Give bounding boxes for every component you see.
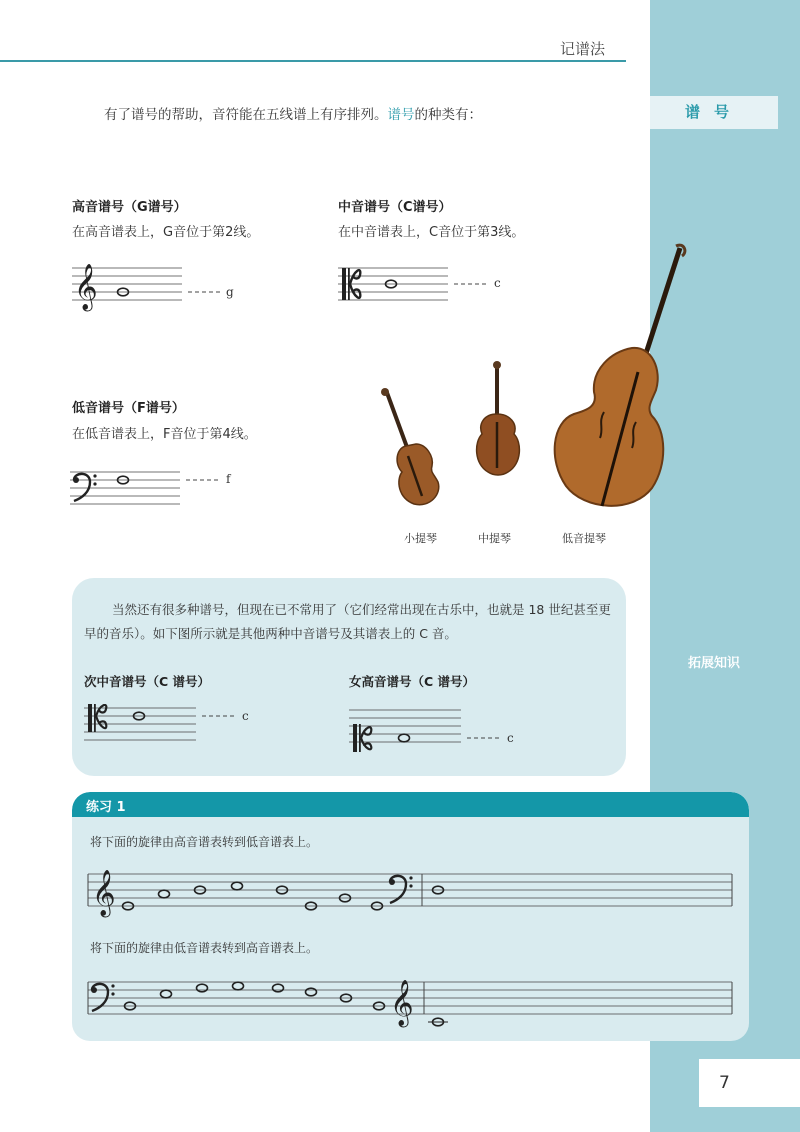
soprano-note-label: c — [507, 731, 514, 745]
bass-clef-title: 低音谱号（F谱号） — [72, 401, 185, 416]
soprano-clef-icon — [353, 724, 371, 752]
exercise-treble-clef-icon: 𝄞 — [92, 870, 116, 916]
exercise-bass-clef-icon-2 — [91, 984, 115, 1011]
exercise-title: 练习 1 — [86, 800, 126, 815]
treble-clef-title: 高音谱号（G谱号） — [72, 200, 187, 215]
exercise-staff-1 — [86, 862, 736, 922]
sidebar-tab-clef[interactable]: 谱号 — [650, 96, 778, 129]
exercise-instruction-2: 将下面的旋律由低音谱表转到高音谱表上。 — [90, 941, 319, 955]
soprano-staff — [347, 706, 527, 754]
exercise-treble-clef-icon-2: 𝄞 — [390, 980, 414, 1026]
soprano-clef-title: 女高音谱号（C 谱号） — [349, 674, 476, 689]
note-label-g: g — [226, 285, 234, 299]
treble-staff — [70, 260, 250, 312]
violin-icon — [376, 386, 448, 514]
bass-clef-desc: 在低音谱表上，F音位于第4线。 — [72, 427, 257, 442]
note-label-c: c — [494, 276, 501, 290]
bass-staff — [68, 468, 248, 508]
instrument-label-double-bass: 低音提琴 — [562, 532, 606, 545]
intro-paragraph — [104, 103, 482, 123]
instrument-label-violin: 小提琴 — [404, 532, 437, 545]
double-bass-icon — [548, 242, 692, 518]
exercise-instruction-1: 将下面的旋律由高音谱表转到低音谱表上。 — [90, 835, 319, 849]
tenor-staff — [82, 704, 262, 746]
intro-text-after: 的种类有： — [414, 107, 482, 123]
note-label-f: f — [226, 472, 231, 486]
header-rule — [0, 60, 626, 62]
tenor-clef-title: 次中音谱号（C 谱号） — [84, 674, 211, 689]
intro-highlight: 谱号 — [387, 107, 415, 123]
treble-clef-icon: 𝄞 — [74, 264, 98, 310]
sidebar-extension-label: 拓展知识 — [687, 656, 740, 671]
instrument-label-viola: 中提琴 — [478, 532, 511, 545]
alto-staff — [336, 262, 516, 308]
bass-clef-icon — [73, 474, 97, 501]
viola-icon — [468, 360, 528, 478]
page-number: 7 — [699, 1059, 800, 1107]
exercise-header — [72, 792, 749, 817]
soprano-note-c — [399, 734, 410, 742]
exercise-bass-clef-icon — [389, 876, 413, 903]
treble-clef-desc: 在高音谱表上，G音位于第2线。 — [72, 225, 260, 240]
alto-clef-desc: 在中音谱表上，C音位于第3线。 — [338, 225, 525, 240]
exercise-box — [72, 792, 749, 1041]
intro-text-before: 有了谱号的帮助，音符能在五线谱上有序排列。 — [104, 107, 388, 123]
tenor-note-label: c — [242, 709, 249, 723]
chapter-title: 记谱法 — [560, 40, 606, 58]
extension-text: 当然还有很多种谱号，但现在已不常用了（它们经常出现在古乐中，也就是 18 世纪甚至更早的音乐）。如下图所示就是其他两种中音谱号及其谱表上的 C 音。 — [84, 602, 611, 641]
alto-clef-title: 中音谱号（C谱号） — [338, 200, 452, 215]
exercise-staff-2 — [86, 966, 736, 1028]
